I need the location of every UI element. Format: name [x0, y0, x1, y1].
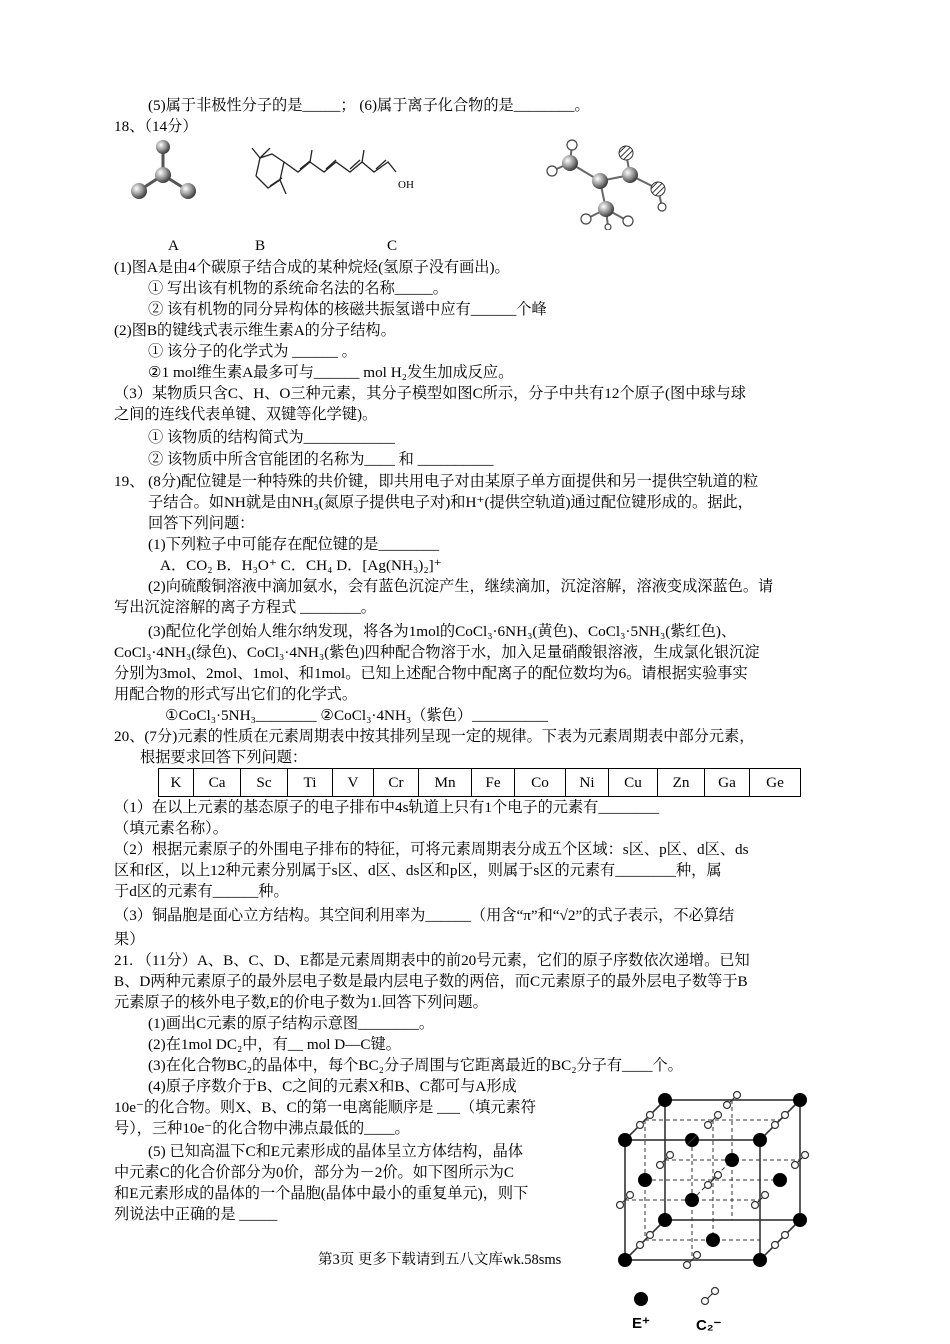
- periodic-elements-table: [158, 768, 801, 797]
- figure-c-molecule-model: [540, 135, 675, 230]
- element-cell: Cu: [609, 769, 658, 797]
- q18-part-1a: ① 写出该有机物的系统命名法的名称_____。: [148, 280, 448, 297]
- q21-part-5c: 和E元素形成的晶体的一个晶胞(晶体中最小的重复单元)，则下: [114, 1185, 529, 1202]
- oh-label: OH: [398, 179, 414, 191]
- q18-part-1b: ② 该有机物的同分异构体的核磁共振氢谱中应有______个峰: [148, 301, 547, 318]
- q18-part-3c: ① 该物质的结构简式为____________: [148, 429, 395, 446]
- q19-part-3d: 用配合物的形式写出它们的化学式。: [114, 686, 357, 703]
- q21-part-2: (2)在1mol DC₂中，有__ mol D—C键。: [148, 1036, 401, 1053]
- q21-part-5b: 中元素C的化合价部分为0价，部分为－2价。如下图所示为C: [114, 1164, 514, 1181]
- q21-part-5a: (5) 已知高温下C和E元素形成的晶体呈立方体结构，晶体: [148, 1143, 524, 1160]
- q21-part-4a: (4)原子序数介于B、C之间的元素X和B、C都可与A形成: [148, 1078, 517, 1095]
- figure-b-vitamin-a-structure: [250, 148, 420, 210]
- element-cell: Ni: [566, 769, 609, 797]
- q18-part-1: (1)图A是由4个碳原子结合成的某种烷烃(氢原子没有画出)。: [114, 259, 510, 276]
- legend-c2-dumbbell: [698, 1284, 722, 1308]
- q18-title: 18、（14分）: [114, 118, 198, 135]
- q20-part-2b: 区和f区，以上12种元素分别属于s区、d区、ds区和p区，则属于s区的元素有________种，属: [114, 862, 722, 879]
- q18-part-3a: （3）某物质只含C、H、O三种元素，其分子模型如图C所示，分子中共有12个原子(图中球与球: [114, 385, 746, 402]
- q18-part-3b: 之间的连线代表单键、双键等化学键)。: [114, 406, 378, 423]
- q21-intro-a: 21. （11分）A、B、C、D、E都是元素周期表中的前20号元素，它们的原子序数依次递增。已知: [114, 952, 750, 969]
- q18-part-2: (2)图B的键线式表示维生素A的分子结构。: [114, 322, 396, 339]
- q19-part-3c: 分别为3mol、2mol、1mol、和1mol。已知上述配合物中配离子的配位数均为6。请根据实验事实: [114, 665, 748, 682]
- element-cell: Fe: [472, 769, 515, 797]
- element-cell: Mn: [419, 769, 472, 797]
- q21-part-4b: 10e⁻的化合物。则X、B、C的第一电离能顺序是 ___（填元素符: [114, 1099, 536, 1116]
- q18-part-3d: ② 该物质中所含官能团的名称为____ 和 __________: [148, 451, 494, 468]
- q19-part-1: (1)下列粒子中可能存在配位键的是________: [148, 536, 440, 553]
- element-cell: Ge: [750, 769, 801, 797]
- figure-label-c: C: [387, 237, 398, 254]
- q19-part-3e: ①CoCl₃·5NH₃________ ②CoCl₃·4NH₃（紫色）__________: [165, 707, 548, 724]
- q21-part-4c: 号），三种10e⁻的化合物中沸点最低的____。: [114, 1120, 410, 1137]
- element-cell: Ti: [288, 769, 333, 797]
- figure-label-b: B: [255, 237, 266, 254]
- q19-intro-a: 19、 (8分)配位键是一种特殊的共价键，即共用电子对由某原子单方面提供和另一提供空轨道的粒: [114, 473, 759, 490]
- element-cell: V: [333, 769, 374, 797]
- q19-part-2b: 写出沉淀溶解的离子方程式 ________。: [114, 599, 376, 616]
- crystal-unit-cell-figure: [605, 1080, 830, 1280]
- element-cell: Zn: [658, 769, 705, 797]
- q20-part-3a: （3）铜晶胞是面心立方结构。其空间利用率为______（用含“π”和“√2”的式子表示，不必算结: [114, 907, 735, 924]
- legend-e-label: E⁺: [632, 1315, 650, 1332]
- element-cell: K: [159, 769, 194, 797]
- figure-label-a: A: [168, 237, 179, 254]
- q19-intro-c: 回答下列问题：: [148, 515, 255, 532]
- q21-intro-c: 元素原子的核外电子数,E的价电子数为1.回答下列问题。: [114, 994, 488, 1011]
- element-cell: Ca: [194, 769, 241, 797]
- q20-part-3b: 果）: [114, 931, 145, 948]
- q19-part-2a: (2)向硫酸铜溶液中滴加氨水，会有蓝色沉淀产生，继续滴加，沉淀溶解，溶液变成深蓝色。请: [148, 578, 774, 595]
- element-cell: Cr: [374, 769, 419, 797]
- legend-e-sphere: [632, 1290, 650, 1308]
- q19-intro-b: 子结合。如NH就是由NH₃(氮原子提供电子对)和H⁺(提供空轨道)通过配位键形成的。据此，: [148, 494, 753, 511]
- q20-part-2c: 于d区的元素有______种。: [114, 883, 289, 900]
- q19-part-3a: (3)配位化学创始人维尔纳发现，将各为1mol的CoCl₃·6NH₃(黄色)、CoCl₃·5NH₃(紫红色)、: [148, 623, 737, 640]
- page-footer: 第3页 更多下载请到五八文库wk.58sms: [318, 1252, 562, 1268]
- q18-part-2b: ②1 mol维生素A最多可与______ mol H₂发生加成反应。: [148, 364, 514, 381]
- q21-part-5d: 列说法中正确的是 _____: [114, 1206, 278, 1223]
- element-cell: Ga: [705, 769, 750, 797]
- q20-intro-b: 根据要求回答下列问题：: [140, 749, 308, 766]
- q20-intro-a: 20、(7分)元素的性质在元素周期表中按其排列呈现一定的规律。下表为元素周期表中部分元素，: [114, 728, 755, 745]
- q20-part-1a: （1）在以上元素的基态原子的电子排布中4s轨道上只有1个电子的元素有________: [114, 799, 660, 816]
- figure-a-alkane-model: [125, 135, 205, 215]
- q20-part-1b: （填元素名称）。: [114, 820, 228, 837]
- legend-c2-label: C₂⁻: [696, 1317, 722, 1334]
- q18-part-2a: ① 该分子的化学式为 ______ 。: [148, 343, 357, 360]
- q21-part-1: (1)画出C元素的原子结构示意图________。: [148, 1015, 435, 1032]
- element-cell: Sc: [241, 769, 288, 797]
- q17-parts-5-6: (5)属于非极性分子的是_____； (6)属于离子化合物的是________。: [148, 97, 590, 114]
- q21-intro-b: B、D两种元素原子的最外层电子数是最内层电子数的两倍，而C元素原子的最外层电子数等于B: [114, 973, 748, 990]
- element-cell: Co: [515, 769, 566, 797]
- q19-part-1-options: A．CO₂ B．H₃O⁺ C．CH₄ D．[Ag(NH₃)₂]⁺: [160, 557, 442, 574]
- q21-part-3: (3)在化合物BC₂的晶体中，每个BC₂分子周围与它距离最近的BC₂分子有____个。: [148, 1057, 683, 1074]
- q19-part-3b: CoCl₃·4NH₃(绿色)、CoCl₃·4NH₃(紫色)四种配合物溶于水，加入足量硝酸银溶液，生成氯化银沉淀: [114, 644, 760, 661]
- q20-part-2a: （2）根据元素原子的外围电子排布的特征，可将元素周期表分成五个区域：s区、p区、d区、ds: [114, 841, 749, 858]
